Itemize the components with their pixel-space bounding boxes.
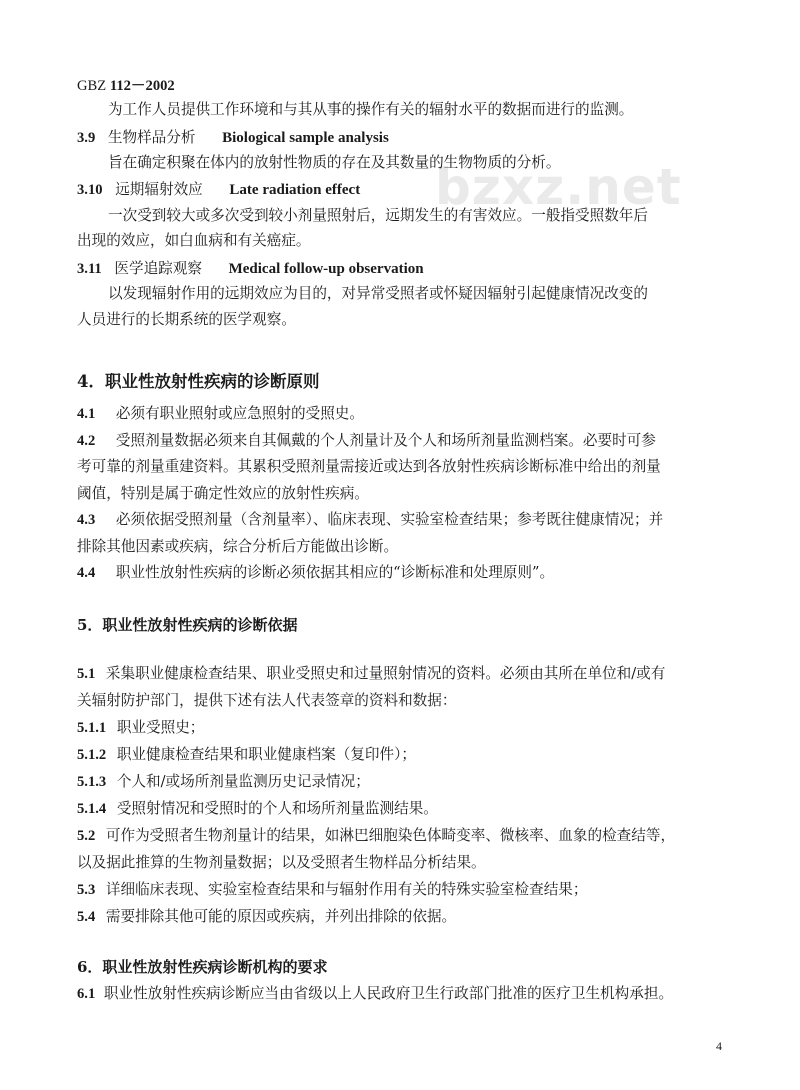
clause-number: 5.1.3 [77,774,107,790]
clause-5-1-4 [77,799,438,819]
clause-text: 可作为受照者生物剂量计的结果，如淋巴细胞染色体畸变率、微核率、血象的检查结等， [105,827,676,844]
clause-text: 必须有职业照射或应急照射的受照史。 [115,405,364,422]
clause-text: 职业受照史； [116,719,205,736]
standard-prefix: GBZ [77,78,110,94]
clause-text: 职业性放射性疾病的诊断必须依据其相应的“诊断标准和处理原则”。 [115,564,555,581]
clause-number: 5.2 [77,828,96,844]
clause-3-10-text-line2: 出现的效应，如白血病和有关癌症。 [77,232,311,249]
clause-3-9-text: 旨在确定积聚在体内的放射性物质的存在及其数量的生物物质的分析。 [108,154,561,171]
standard-number: 112－2002 [109,78,175,94]
standard-header [77,76,175,96]
term-en: Late radiation effect [229,182,361,198]
clause-number: 5.1.2 [77,747,107,763]
term-cn: 医学追踪观察 [114,260,202,277]
clause-6-1 [77,984,673,1004]
clause-4-3-line2: 排除其他因素或疾病，综合分析后方能做出诊断。 [77,538,399,555]
clause-number: 4.3 [77,512,96,528]
clause-text: 个人和/或场所剂量监测历史记录情况； [116,773,370,790]
clause-5-4 [77,907,456,927]
page-number: 4 [716,1039,722,1053]
clause-4-4 [77,563,554,583]
clause-number: 5.4 [77,909,96,925]
clause-3-11-text-line1: 以发现辐射作用的远期效应为目的，对异常受照者或怀疑因辐射引起健康情况改变的 [108,285,648,302]
clause-3-9-heading [77,128,389,148]
clause-3-11-text-line2: 人员进行的长期系统的医学观察。 [77,311,296,328]
clause-number: 4.2 [77,433,96,449]
clause-4-2-line3: 阈值，特别是属于确定性效应的放射性疾病。 [77,485,369,502]
clause-number: 3.11 [77,261,102,277]
term-cn: 远期辐射效应 [115,181,203,198]
clause-4-1 [77,404,364,424]
clause-text: 采集职业健康检查结果、职业受照史和过量照射情况的资料。必须由其所在单位和/或有 [105,665,666,682]
clause-4-2-line2: 考可靠的剂量重建资料。其累积受照剂量需接近或达到各放射性疾病诊断标准中给出的剂量 [77,458,661,475]
clause-text: 受照剂量数据必须来自其佩戴的个人剂量计及个人和场所剂量监测档案。必要时可参 [115,432,656,449]
clause-text: 必须依据受照剂量（含剂量率）、临床表现、实验室检查结果；参考既往健康情况；并 [115,511,664,528]
clause-5-1-2 [77,745,416,765]
section-4-title: 4．职业性放射性疾病的诊断原则 [77,372,320,391]
clause-5-1-3 [77,772,370,792]
clause-5-1-1 [77,718,204,738]
clause-3-10-heading [77,180,360,200]
clause-number: 4.4 [77,565,96,581]
clause-number: 5.3 [77,882,96,898]
clause-5-2-line1 [77,826,675,846]
clause-number: 5.1.4 [77,801,107,817]
clause-text: 需要排除其他可能的原因或疾病，并列出排除的依据。 [105,908,457,925]
clause-text: 受照射情况和受照时的个人和场所剂量监测结果。 [116,800,438,817]
clause-5-2-line2: 以及据此推算的生物剂量数据；以及受照者生物样品分析结果。 [77,854,486,871]
clause-text: 职业健康检查结果和职业健康档案（复印件）； [116,746,416,763]
clause-text: 职业性放射性疾病诊断应当由省级以上人民政府卫生行政部门批准的医疗卫生机构承担。 [103,985,674,1002]
clause-number: 6.1 [77,986,96,1002]
clause-number: 3.10 [77,182,103,198]
clause-number: 3.9 [77,130,96,146]
clause-number: 5.1.1 [77,720,107,736]
clause-number: 5.1 [77,666,96,682]
term-en: Medical follow-up observation [228,261,424,277]
clause-text: 详细临床表现、实验室检查结果和与辐射作用有关的特殊实验室检查结果； [105,881,588,898]
clause-3-10-text-line1: 一次受到较大或多次受到较小剂量照射后，远期发生的有害效应。一般指受照数年后 [108,207,648,224]
term-cn: 生物样品分析 [107,129,196,146]
section-5-title: 5．职业性放射性疾病的诊断依据 [77,616,298,634]
clause-5-1-line2: 关辐射防护部门，提供下述有法人代表签章的资料和数据： [77,692,457,709]
clause-number: 4.1 [77,406,96,422]
watermark: bzxz.net [435,158,682,216]
clause-4-3-line1 [77,510,663,530]
clause-5-3 [77,880,588,900]
term-en: Biological sample analysis [222,130,389,146]
clause-4-2-line1 [77,431,656,451]
clause-3-11-heading [77,259,424,279]
section-6-title: 6．职业性放射性疾病诊断机构的要求 [77,958,328,976]
paragraph-3-8-continued: 为工作人员提供工作环境和与其从事的操作有关的辐射水平的数据而进行的监测。 [108,101,634,118]
clause-5-1-line1 [77,664,665,684]
